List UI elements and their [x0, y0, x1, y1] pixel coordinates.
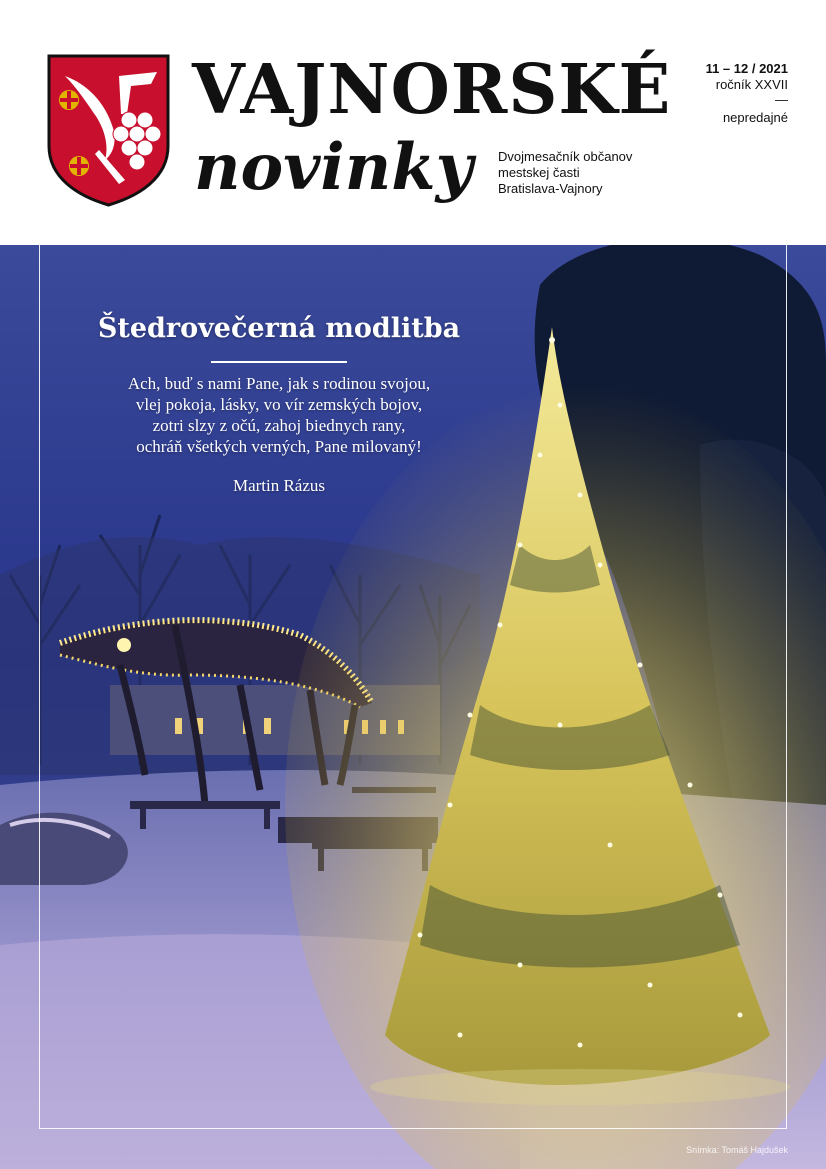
photo-credit: Snímka: Tomáš Hajdušek — [686, 1145, 788, 1155]
issue-price: nepredajné — [722, 110, 788, 125]
masthead — [0, 0, 826, 245]
cover-photo — [0, 245, 826, 1169]
issue-date: 11 – 12 / 2021 — [705, 61, 788, 76]
tagline — [498, 149, 668, 197]
poem-title: Štedrovečerná modlitba — [97, 313, 461, 344]
poem-line: Ach, buď s nami Pane, jak s rodinou svojou, — [127, 374, 431, 393]
tagline-line: Bratislava-Vajnory — [498, 181, 603, 196]
poem-author: Martin Rázus — [232, 476, 326, 495]
tagline-line: mestskej časti — [498, 165, 580, 180]
poem-line: vlej pokoja, lásky, vo vír zemských bojov, — [135, 395, 423, 414]
newspaper-title: VAJNORSKÉ — [192, 50, 672, 130]
tagline-line: Dvojmesačník občanov — [498, 149, 633, 164]
poem-divider — [211, 361, 347, 363]
issue-volume: ročník XXVII — [715, 77, 788, 92]
issue-info — [678, 60, 788, 128]
newspaper-subtitle: novinky — [194, 130, 473, 205]
poem-text — [40, 373, 518, 457]
poem-line: ochráň všetkých verných, Pane milovaný! — [136, 437, 422, 456]
coat-of-arms-icon — [47, 54, 170, 207]
issue-separator: — — [775, 92, 788, 107]
poem — [40, 309, 518, 496]
poem-line: zotri slzy z očú, zahoj biednych rany, — [152, 416, 406, 435]
